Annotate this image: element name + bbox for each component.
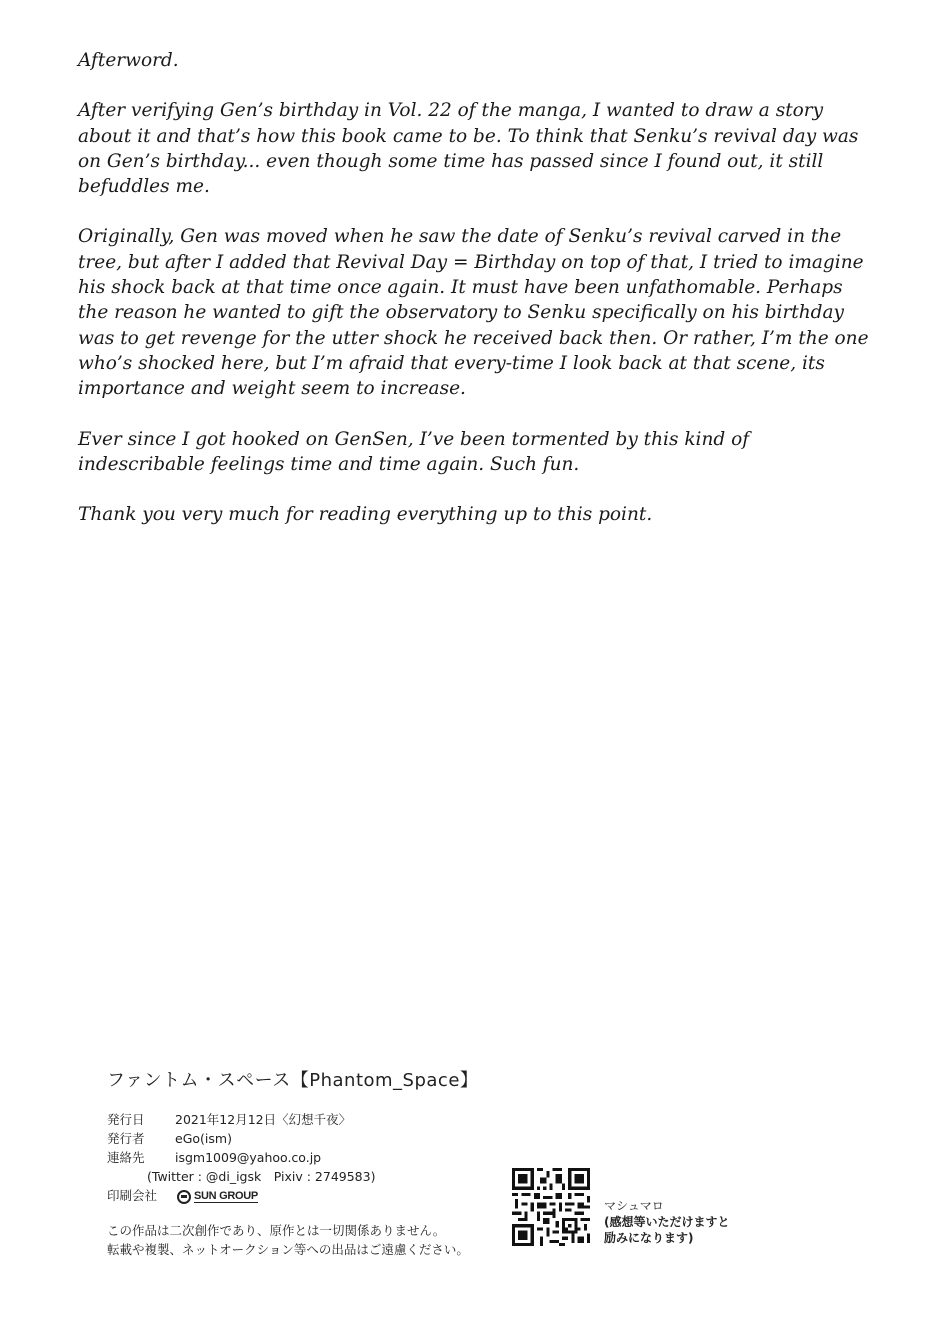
issue-date-label: 発行日 <box>107 1112 145 1127</box>
issue-date-row <box>107 1110 478 1129</box>
contact-label: 連絡先 <box>107 1150 145 1165</box>
printer-row <box>107 1186 478 1205</box>
marshmallow-line-2: 励みになります) <box>604 1231 694 1245</box>
book-title: ファントム・スペース【Phantom_Space】 <box>107 1070 479 1091</box>
notice-line-1: この作品は二次創作であり、原作とは一切関係ありません。 <box>107 1223 446 1238</box>
sun-group-logo-icon <box>177 1190 258 1204</box>
notice-line-2: 転載や複製、ネットオークション等への出品はご遠慮ください。 <box>107 1242 469 1257</box>
qr-code-icon[interactable] <box>512 1168 590 1246</box>
marshmallow-title: マシュマロ <box>604 1199 664 1213</box>
issue-date-value: 2021年12月12日〈幻想千夜〉 <box>175 1112 352 1127</box>
printer-label: 印刷会社 <box>107 1188 158 1203</box>
afterword-paragraph-3: Ever since I got hooked on GenSen, I’ve been tormented by this kind of indescribable feelings time and time again. Such fun. <box>78 428 750 475</box>
social-links: (Twitter : @di_igsk Pixiv : 2749583) <box>147 1169 376 1184</box>
contact-row <box>107 1148 478 1167</box>
afterword-heading: Afterword. <box>78 50 179 71</box>
marshmallow-note <box>604 1198 730 1246</box>
colophon <box>107 1066 478 1259</box>
publisher-row <box>107 1129 478 1148</box>
printer-logo-text: SUN GROUP <box>194 1190 258 1202</box>
afterword-paragraph-1: After verifying Gen’s birthday in Vol. 22 of the manga, I wanted to draw a story about it and that’s how this book came to be. To think that Senku’s revival day was on Gen’s birthday... even though some time has passed since I found out, it still befuddles me. <box>78 100 859 198</box>
afterword-section <box>78 48 878 552</box>
contact-email[interactable]: isgm1009@yahoo.co.jp <box>175 1150 322 1165</box>
publisher-label: 発行者 <box>107 1131 145 1146</box>
marshmallow-line-1: (感想等いただけますと <box>604 1215 730 1229</box>
publisher-value: eGo(ism) <box>175 1131 232 1146</box>
afterword-paragraph-2: Originally, Gen was moved when he saw the date of Senku’s revival carved in the tree, but after I added that Revival Day = Birthday on top of that, I tried to imagine his shock back at that time once again. It must have been unfathomable. Perhaps the reason he wanted to gift the observatory to Senku specifically on his birthday was to get revenge for the utter shock he received back then. Or rather, I’m the one who’s shocked here, but I’m afraid that every-time I look back at that scene, its importance and weight seem to increase. <box>78 226 869 400</box>
afterword-paragraph-4: Thank you very much for reading everything up to this point. <box>78 504 653 526</box>
